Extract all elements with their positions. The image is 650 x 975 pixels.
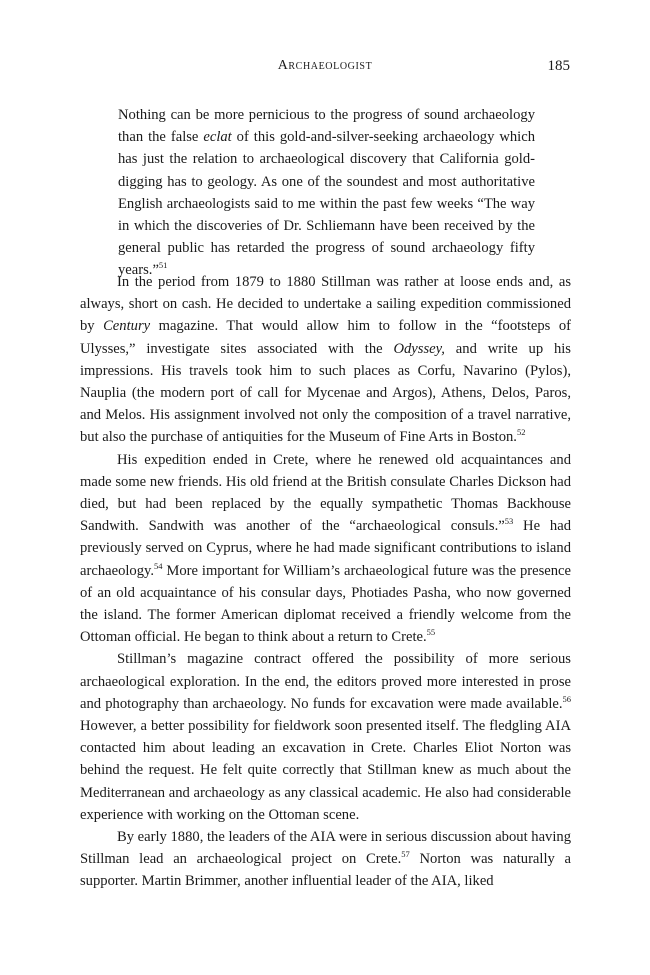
paragraph-text: In the period from 1879 to 1880 Stillman was rather at loose ends and, as always, short on cash. He decided to undertake a sailing expedition commissioned by — [80, 274, 571, 335]
quote-italic-term: eclat — [203, 129, 232, 146]
paragraph-text: More important for William’s archaeological future was the presence of an old acquaintance of his consular days, Photiades Pasha, who now governed the island. The former American diplomat received a friendly welcome from the Ottoman official. He began to think about a return to Crete. — [80, 562, 571, 646]
italic-title: Century — [103, 318, 151, 335]
page-number: 185 — [547, 58, 570, 74]
quote-text: Nothing can be more pernicious to the progress of sound archaeology than the false — [118, 107, 535, 146]
footnote-ref: 55 — [426, 627, 436, 638]
italic-title: Odyssey, — [393, 340, 445, 357]
footnote-ref: 51 — [158, 260, 168, 271]
body-text — [80, 271, 571, 893]
paragraph — [80, 826, 571, 893]
footnote-ref: 53 — [504, 516, 514, 527]
paragraph-text: However, a better possibility for fieldwork soon presented itself. The fledgling AIA contacted him about leading an excavation in Crete. Charles Eliot Norton was behind the request. He felt quite correctly that Stillman knew as much about the Mediterranean and archaeology as any classical academic. He also had considerable experience with working on the Ottoman scene. — [80, 718, 571, 823]
paragraph-text: Stillman’s magazine contract offered the possibility of more serious archaeological exploration. In the end, the editors proved more interested in prose and photography than archaeology. No funds for excavation were made available. — [80, 651, 571, 712]
running-head — [0, 58, 650, 78]
paragraph-text: Norton was naturally a supporter. Martin Brimmer, another influential leader of the AIA, liked — [80, 851, 572, 890]
footnote-ref: 56 — [562, 694, 571, 704]
block-quote — [118, 104, 535, 282]
paragraph-text: By early 1880, the leaders of the AIA were in serious discussion about having Stillman lead an archaeological project on Crete. — [80, 829, 571, 868]
paragraph — [80, 449, 571, 649]
paragraph — [80, 271, 571, 449]
running-title: Archaeologist — [277, 58, 373, 73]
quote-text: of this gold-and-silver-seeking archaeology which has just the relation to archaeological discovery that California gold-digging has to geology. As one of the soundest and most authoritative English archaeologists said to me within the past few weeks “The way in which the discoveries of Dr. Schliemann have been received by the general public has retarded the progress of sound archaeology fifty years.” — [118, 129, 536, 279]
footnote-ref: 54 — [154, 560, 163, 571]
paragraph-text: His expedition ended in Crete, where he renewed old acquaintances and made some new friends. His old friend at the British consulate Charles Dickson had died, but had been replaced by the equally sympathetic Thomas Backhouse Sandwith. Sandwith was another of the “archaeological consuls.” — [80, 451, 571, 535]
paragraph-text: and write up his impressions. His travels took him to such places as Corfu, Navarino (Pylos), Nauplia (the modern port of call for Mycenae and Argos), Athens, Delos, Paros, and Melos. His assignment involved not only the composition of a travel narrative, but also the purchase of antiquities for the Museum of Fine Arts in Boston. — [80, 340, 571, 446]
paragraph — [80, 648, 571, 826]
paragraph-text: He had previously served on Cyprus, where he had made significant contributions to island archaeology. — [80, 518, 571, 579]
footnote-ref: 57 — [401, 849, 410, 860]
footnote-ref: 52 — [516, 427, 526, 438]
paragraph-text: magazine. That would allow him to follow in the “footsteps of Ulysses,” investigate sites associated with the — [80, 318, 571, 357]
